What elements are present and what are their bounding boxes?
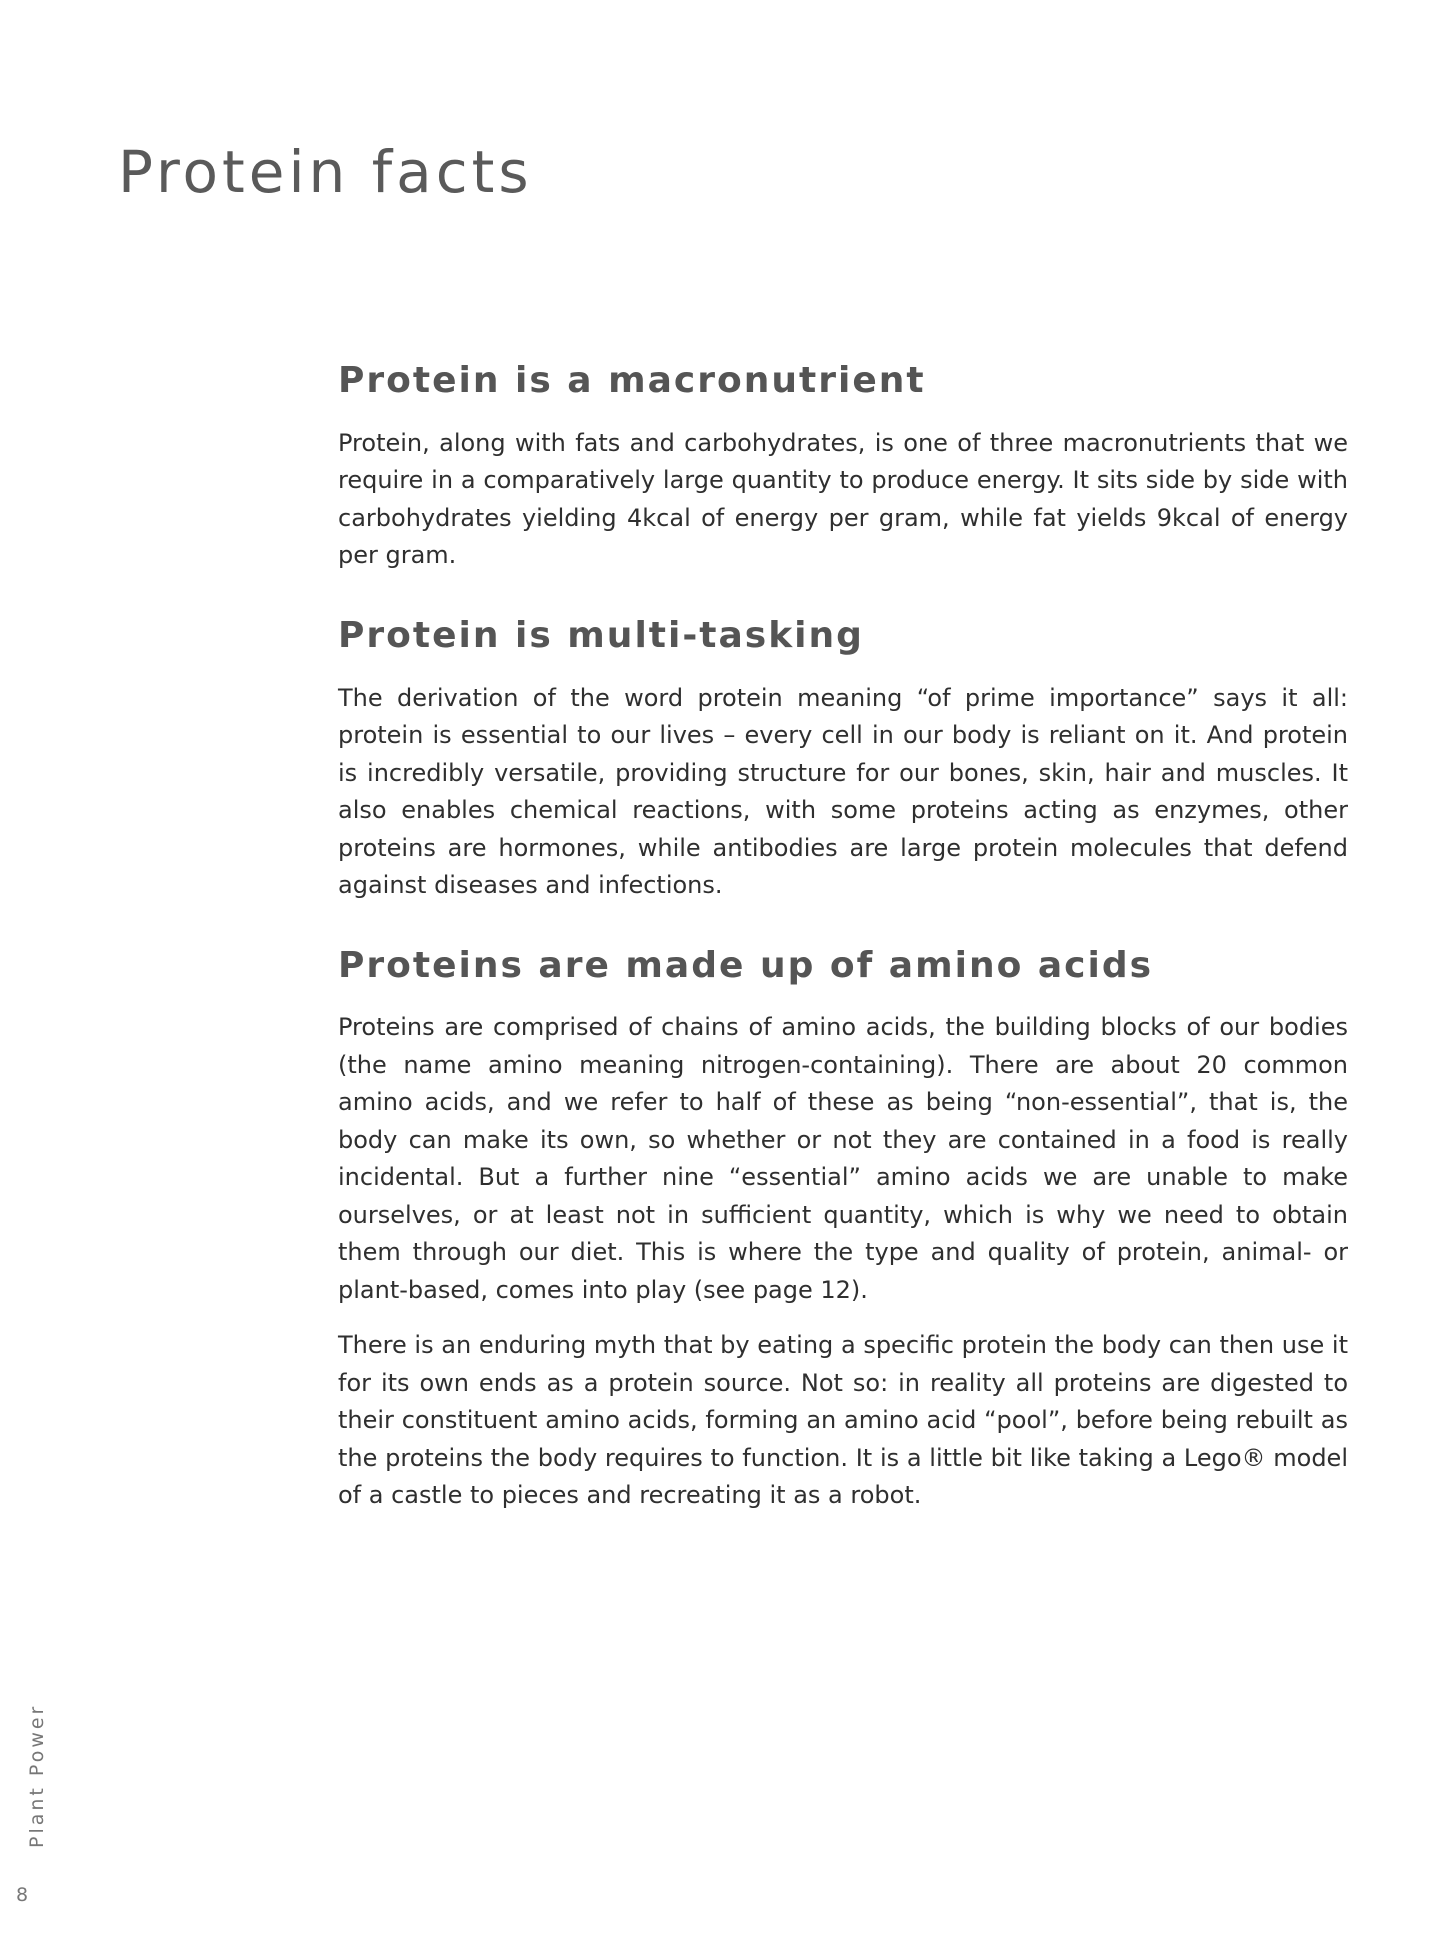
section-heading: Protein is a macronutrient bbox=[338, 360, 926, 401]
article-body bbox=[338, 358, 1348, 1553]
section-multi-tasking bbox=[338, 613, 1348, 905]
section-macronutrient bbox=[338, 358, 1348, 575]
section-paragraph: There is an enduring myth that by eating a specific protein the body can then use it for its own ends as a protein source. Not so: in reality all proteins are digested to their constituent amino acids, forming an amino acid “pool”, before being rebuilt as the proteins the body requires to function. It is a little bit like taking a Lego® model of a castle to pieces and recreating it as a robot. bbox=[338, 1331, 1348, 1510]
section-paragraph: The derivation of the word protein meaning “of prime importance” says it all: protein is essential to our lives – every cell in our body is reliant on it. And protein is incredibly versatile, providing structure for our bones, skin, hair and muscles. It also enables chemical reactions, with some proteins acting as enzymes, other proteins are hormones, while antibodies are large protein molecules that defend against diseases and infections. bbox=[338, 683, 1348, 900]
section-paragraph: Protein, along with fats and carbohydrates, is one of three macronutrients that we require in a comparatively large quantity to produce energy. It sits side by side with carbohydrates yielding 4kcal of energy per gram, while fat yields 9kcal of energy per gram. bbox=[338, 428, 1348, 570]
running-title: Plant Power bbox=[26, 1703, 48, 1848]
section-heading: Protein is multi-tasking bbox=[338, 614, 864, 656]
section-amino-acids bbox=[338, 943, 1348, 1515]
section-heading: Proteins are made up of amino acids bbox=[338, 944, 1154, 986]
page-number: 8 bbox=[16, 1884, 29, 1906]
section-paragraph: Proteins are comprised of chains of amino acids, the building blocks of our bodies (the name amino meaning nitrogen-containing). There are about 20 common amino acids, and we refer to half of these as being “non-essential”, that is, the body can make its own, so whether or not they are contained in a food is really incidental. But a further nine “essential” amino acids we are unable to make ourselves, or at least not in sufficient quantity, which is why we need to obtain them through our diet. This is where the type and quality of protein, animal- or plant-based, comes into play (see page 12). bbox=[338, 1013, 1348, 1304]
page-title: Protein facts bbox=[118, 138, 533, 206]
